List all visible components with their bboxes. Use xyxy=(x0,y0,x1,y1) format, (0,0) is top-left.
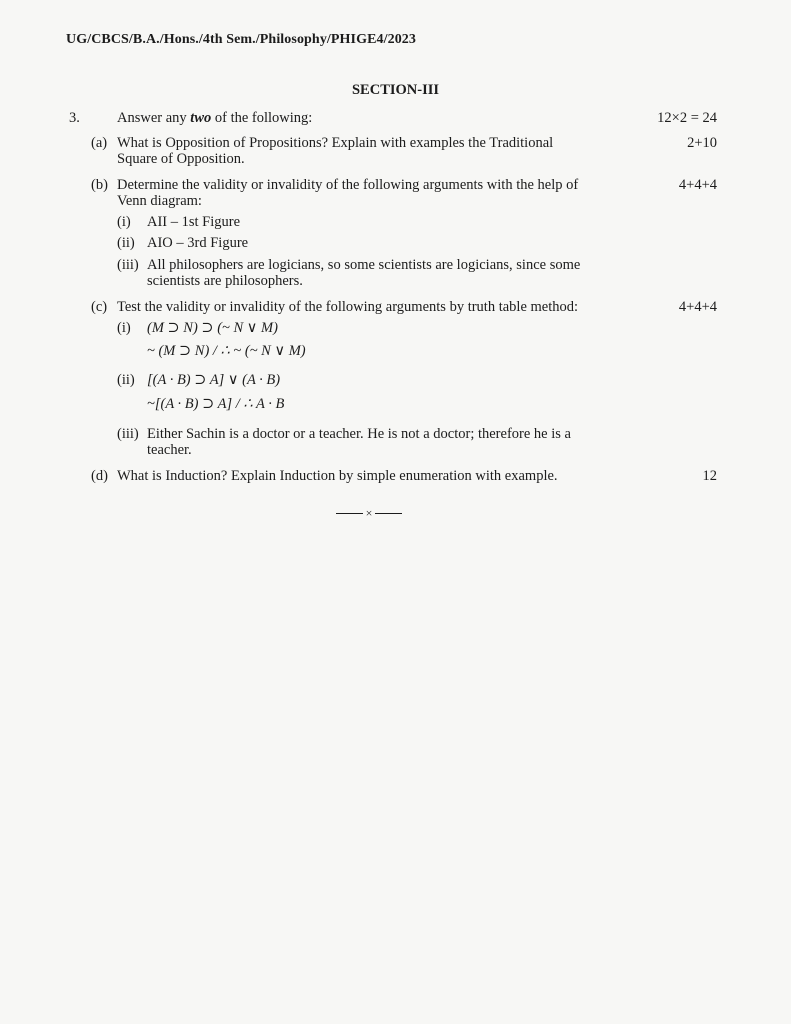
part-b-item-label: (ii) xyxy=(117,235,135,251)
part-c-item-label: (ii) xyxy=(117,372,135,388)
part-a-label: (a) xyxy=(91,135,108,151)
part-b-item-label: (iii) xyxy=(117,257,139,273)
part-a-text-line1: What is Opposition of Propositions? Explain with examples the Traditional xyxy=(117,135,554,151)
part-c-formula-premise: [(A · B) ⊃ A] ∨ (A · B) xyxy=(147,372,281,388)
end-mark-cross: × xyxy=(365,506,373,520)
part-d-label: (d) xyxy=(91,468,108,484)
part-c-item-text-line1: Either Sachin is a doctor or a teacher. He is not a doctor; therefore he is a xyxy=(147,426,571,442)
part-b-item-text-line1: All philosophers are logicians, so some scientists are logicians, since some xyxy=(147,257,581,273)
part-b-item-text-line2: scientists are philosophers. xyxy=(147,273,303,289)
part-c-formula-conclusion: ~[(A · B) ⊃ A] / ∴ A · B xyxy=(147,396,285,412)
section-title: SECTION-III xyxy=(351,82,440,98)
part-b-label: (b) xyxy=(91,177,108,193)
part-b-text-line2: Venn diagram: xyxy=(117,193,202,209)
part-b-item-label: (i) xyxy=(117,214,131,230)
part-c-marks: 4+4+4 xyxy=(678,299,717,315)
instruction-emphasis: two xyxy=(190,110,212,126)
question-instruction: Answer any two of the following: xyxy=(117,110,313,126)
part-b-text-line1: Determine the validity or invalidity of the following arguments with the help of xyxy=(117,177,579,193)
part-c-formula-conclusion: ~ (M ⊃ N) / ∴ ~ (~ N ∨ M) xyxy=(147,343,306,359)
part-c-text: Test the validity or invalidity of the following arguments by truth table method: xyxy=(117,299,579,315)
part-c-item-text-line2: teacher. xyxy=(147,442,192,458)
part-a-text-line2: Square of Opposition. xyxy=(117,151,245,167)
question-marks: 12×2 = 24 xyxy=(657,110,717,126)
paper-code: UG/CBCS/B.A./Hons./4th Sem./Philosophy/PHIGE4/2023 xyxy=(66,32,417,47)
part-b-marks: 4+4+4 xyxy=(678,177,717,193)
part-c-item-label: (iii) xyxy=(117,426,139,442)
part-c-label: (c) xyxy=(91,299,108,315)
end-of-paper-mark xyxy=(336,507,402,519)
part-b-item-text: AII – 1st Figure xyxy=(147,214,241,230)
part-b-item-text: AIO – 3rd Figure xyxy=(147,235,249,251)
part-d-text: What is Induction? Explain Induction by simple enumeration with example. xyxy=(117,468,558,484)
part-d-marks: 12 xyxy=(702,468,717,484)
part-c-formula-premise: (M ⊃ N) ⊃ (~ N ∨ M) xyxy=(147,320,278,336)
end-mark-line-right xyxy=(375,513,402,514)
part-a-marks: 2+10 xyxy=(687,135,717,151)
part-c-item-label: (i) xyxy=(117,320,131,336)
question-number: 3. xyxy=(69,110,80,126)
